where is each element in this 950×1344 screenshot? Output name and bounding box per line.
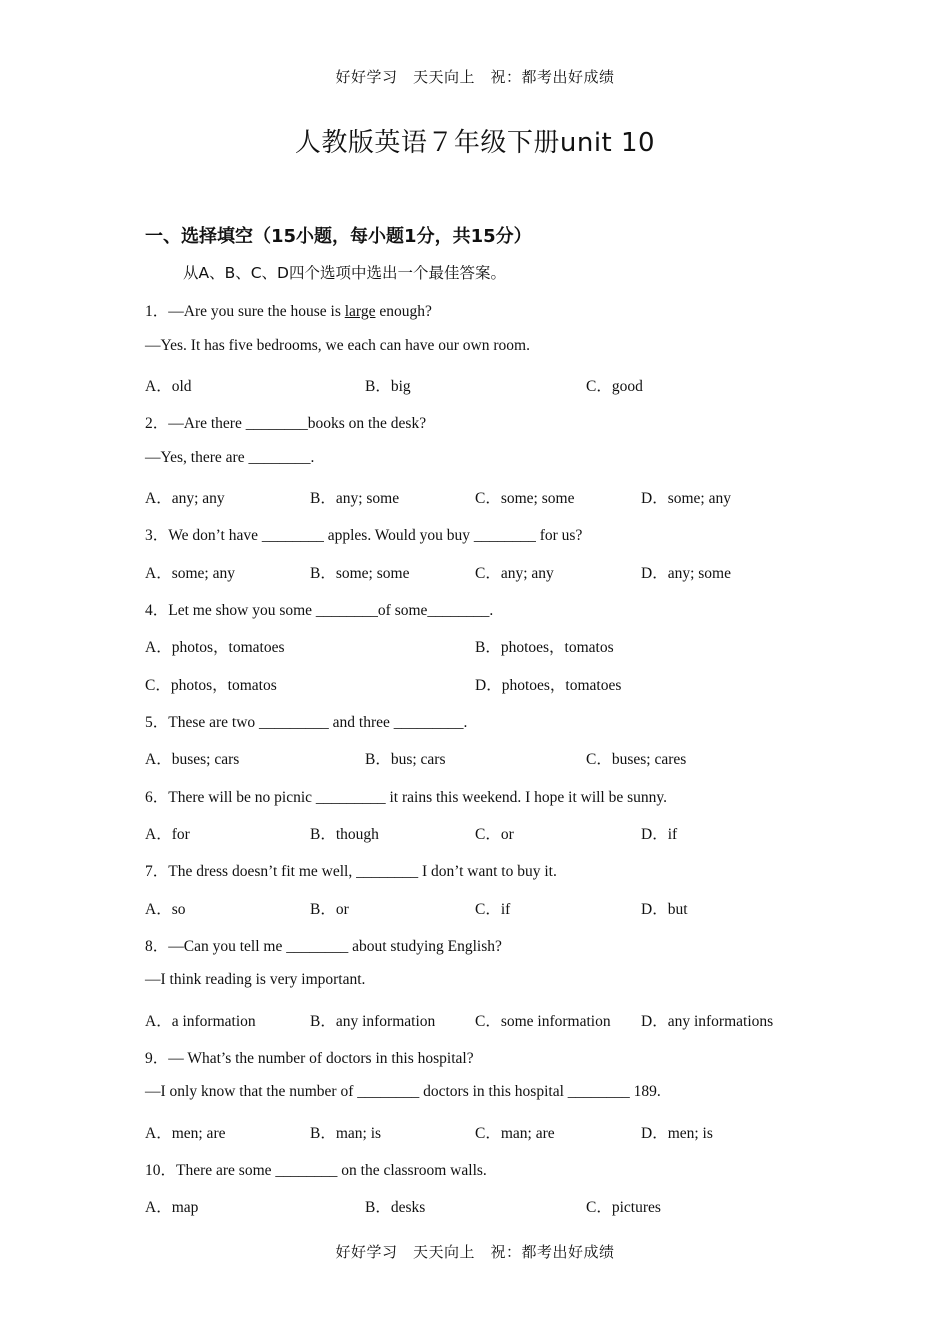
question-1-stem: 1．—Are you sure the house is large enough?: [145, 303, 432, 320]
question-3-stem: 3．We don’t have ________ apples. Would you buy ________ for us?: [145, 527, 583, 544]
question-9-stem: 9．— What’s the number of doctors in this hospital?: [145, 1050, 474, 1067]
question-7-stem: 7．The dress doesn’t fit me well, ________ I don’t want to buy it.: [145, 863, 557, 880]
q8-option-b: B．any information: [310, 1013, 436, 1030]
q4-option-d: D．photoes，tomatoes: [475, 677, 622, 694]
q7-option-c: C．if: [475, 901, 511, 918]
q7-option-b: B．or: [310, 901, 349, 918]
q4-option-a: A．photos，tomatoes: [145, 639, 285, 656]
page-header: 好好学习 天天向上 祝：都考出好成绩: [335, 68, 615, 86]
q1-option-c: C．good: [586, 378, 643, 395]
question-4-stem: 4．Let me show you some ________of some________.: [145, 602, 494, 619]
q3-option-d: D．any; some: [641, 565, 731, 582]
question-5-stem: 5．These are two _________ and three _________.: [145, 714, 468, 731]
q8-option-d: D．any informations: [641, 1013, 774, 1030]
q7-option-a: A．so: [145, 901, 186, 918]
question-1-answer-line: —Yes. It has five bedrooms, we each can have our own room.: [145, 337, 530, 354]
question-8-answer-line: —I think reading is very important.: [145, 971, 366, 988]
q4-option-c: C．photos，tomatos: [145, 677, 277, 694]
question-8-stem: 8．—Can you tell me ________ about studying English?: [145, 938, 502, 955]
question-10-stem: 10．There are some ________ on the classroom walls.: [145, 1162, 487, 1179]
q5-option-a: A．buses; cars: [145, 751, 240, 768]
q3-option-b: B．some; some: [310, 565, 410, 582]
q10-option-c: C．pictures: [586, 1199, 661, 1216]
q2-option-a: A．any; any: [145, 490, 225, 507]
document-title: 人教版英语７年级下册unit 10: [294, 128, 656, 158]
q5-option-b: B．bus; cars: [365, 751, 446, 768]
q6-option-d: D．if: [641, 826, 678, 843]
q6-option-c: C．or: [475, 826, 514, 843]
question-6-stem: 6．There will be no picnic _________ it rains this weekend. I hope it will be sunny.: [145, 789, 668, 806]
question-2-stem: 2．—Are there ________books on the desk?: [145, 415, 427, 432]
q5-option-c: C．buses; cares: [586, 751, 687, 768]
q10-option-b: B．desks: [365, 1199, 426, 1216]
q2-option-c: C．some; some: [475, 490, 575, 507]
q9-option-d: D．men; is: [641, 1125, 713, 1142]
q9-option-c: C．man; are: [475, 1125, 555, 1142]
q9-option-a: A．men; are: [145, 1125, 226, 1142]
q3-option-a: A．some; any: [145, 565, 235, 582]
question-9-answer-line: —I only know that the number of ________ doctors in this hospital ________ 189.: [145, 1083, 661, 1100]
q3-option-c: C．any; any: [475, 565, 554, 582]
section-title: 一、选择填空（15小题，每小题1分，共15分）: [145, 226, 532, 247]
q1-option-a: A．old: [145, 378, 192, 395]
q9-option-b: B．man; is: [310, 1125, 382, 1142]
instruction-text: 从A、B、C、D四个选项中选出一个最佳答案。: [183, 264, 506, 282]
q6-option-a: A．for: [145, 826, 190, 843]
q1-option-b: B．big: [365, 378, 411, 395]
q8-option-a: A．a information: [145, 1013, 256, 1030]
q2-option-d: D．some; any: [641, 490, 731, 507]
page-footer: 好好学习 天天向上 祝：都考出好成绩: [335, 1243, 615, 1261]
q2-option-b: B．any; some: [310, 490, 400, 507]
q6-option-b: B．though: [310, 826, 379, 843]
question-2-answer-line: —Yes, there are ________.: [145, 449, 315, 466]
q10-option-a: A．map: [145, 1199, 199, 1216]
q8-option-c: C．some information: [475, 1013, 611, 1030]
underlined-word: large: [344, 303, 376, 320]
q4-option-b: B．photoes，tomatos: [475, 639, 614, 656]
q7-option-d: D．but: [641, 901, 688, 918]
